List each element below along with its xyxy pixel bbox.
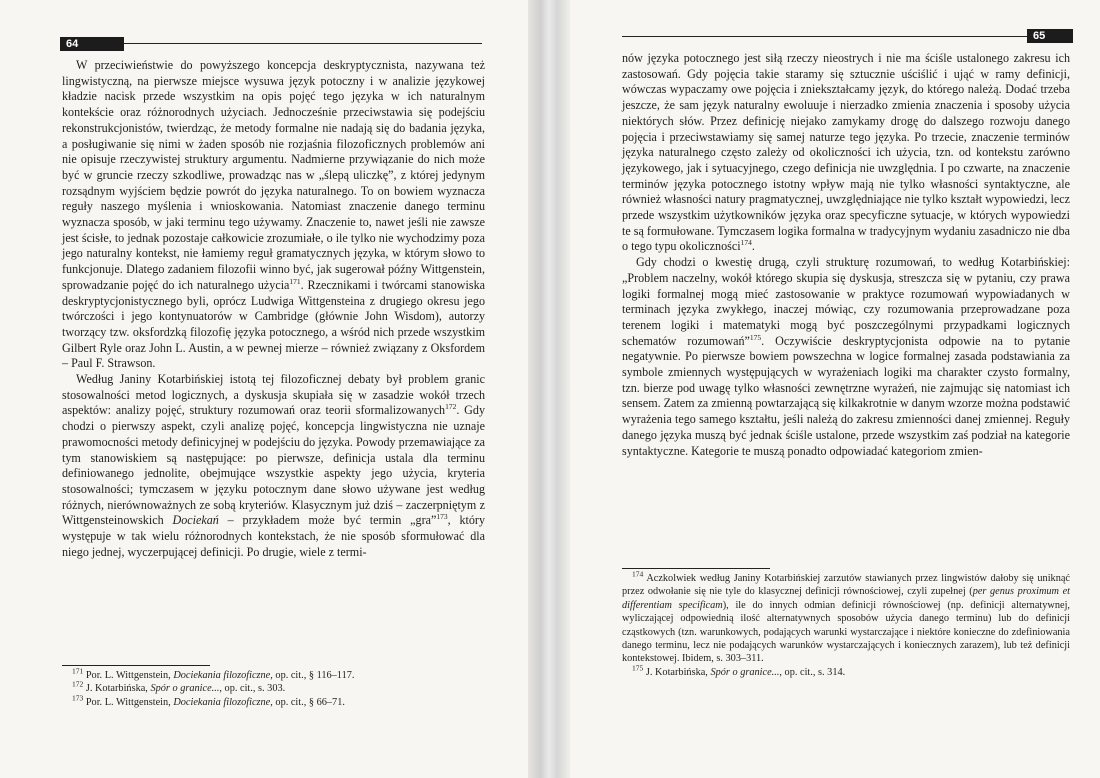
footnote-ref: 175: [632, 663, 644, 673]
footnote-ref: 174: [740, 238, 752, 248]
italic-title: Dociekań: [172, 513, 219, 528]
text-run: .: [751, 239, 755, 254]
text-run: , op. cit., s. 303.: [219, 683, 286, 695]
footnote-ref: 171: [72, 666, 84, 676]
text-run: – przykładem może być termin „gra”: [218, 513, 437, 528]
footnote: [62, 666, 485, 682]
italic-title: Dociekania filozoficzne: [173, 670, 271, 681]
paragraph: [622, 255, 1070, 459]
page-number-left: 64: [60, 37, 124, 51]
text-run: , op. cit., § 116–117.: [270, 670, 355, 681]
footnote: [62, 693, 485, 709]
footnote-ref: 173: [436, 512, 448, 522]
paragraph: [622, 51, 1070, 255]
left-body-text: [62, 58, 485, 561]
footnote-ref: 174: [632, 569, 644, 579]
page-number-right: 65: [1027, 29, 1073, 43]
paragraph: [62, 372, 485, 560]
footnote: [622, 569, 1071, 666]
text-run: , op. cit., s. 314.: [779, 666, 846, 678]
text-run: Por. L. Wittgenstein,: [83, 670, 174, 681]
italic-title: Dociekania filozoficzne: [173, 696, 271, 708]
right-footnotes: [622, 569, 1071, 679]
footnote-ref: 172: [445, 402, 457, 412]
text-run: Gdy chodzi o kwestię drugą, czyli strukturę rozumowań, to według Kotarbińskiej: „Problem naczelny, wokół którego skupia się dyskusja, streszcza się w pytaniu, czy prawa logiki formalnej mogą mieć zastosowanie w praktyce rozumowań wypowiadanych w terminach języka zwykłego, inaczej mówiąc, czy rozumowania przeprowadzane poza terenem logiki i matematyki mogą być poszczególnymi przypadkami logicznych schematów rozumowań”: [622, 255, 1070, 348]
text-run: . Rzecznikami i twórcami stanowiska deskryptycjonistycznego byli, oprócz Ludwiga Wittgensteina z drugiego okresu jego twórczości i jego kontynuatorów w Cambridge (głównie John Wisdom), autorzy tworzący tzw. oksfordzką filozofię języka potocznego, a wśród nich przede wszystkim Gilbert Ryle oraz John L. Austin, a w pewnej mierze – również związany z Oksfordem – Paul F. Strawson.: [62, 277, 485, 371]
footnote-ref: 173: [72, 693, 84, 703]
text-run: J. Kotarbińska,: [83, 683, 151, 695]
text-run: Por. L. Wittgenstein,: [83, 696, 174, 708]
text-run: Według Janiny Kotarbińskiej istotą tej filozoficznej debaty był problem granic stosowalności metod logicznych, a dyskusja skupiała się w zasadzie wokół trzech aspektów: analizy pojęć, struktury rozumowań oraz teorii sformalizowanych: [62, 372, 485, 418]
text-run: Aczkolwiek według Janiny Kotarbińskiej zarzutów stawianych przez lingwistów dałoby się uniknąć przez odwołanie się nie tyle do klasycznej definicji równościowej, czyli zupełnej (: [622, 573, 1070, 598]
left-footnotes: [62, 666, 485, 709]
paragraph: [62, 58, 485, 372]
footnote-rule-right: [622, 568, 770, 569]
left-page: [0, 0, 528, 778]
text-run: . Oczywiście deskryptycjonista odpowie na to pytanie negatywnie. Po pierwsze bowiem powszechna w logice formalnej zasada podstawiania za symbole zmiennych występujących w wyrażeniach logiki ma charakter czysto formalny, tzn. bierze pod uwagę tylko własności zewnętrzne wyrażeń, nie zajmując się natomiast ich sensem. Zatem za zmienną powtarzającą się kilkakrotnie w danym wzorze można podstawić wyrażenia tego samego kształtu, jeśli należą do zakresu zmienności danej zmiennej. Reguły danego języka muszą być jednak ściśle ustalone, przede wszystkim zaś podział na kategorie syntaktyczne. Kategorie te muszą ponadto odpowiadać kategoriom zmien-: [622, 333, 1070, 458]
text-run: ), ile do innych odmian definicji równościowej (np. definicji alternatywnej, wyliczającej odpowiednią ilość alternatywnych sposobów użycia danego terminu) lub do definicji cząstkowych (tzn. warunkowych, podających warunki wystarczające i niektóre konieczne do zdefiniowania danego terminu, lecz nie podających warunków wystarczających i koniecznych zarazem), lub też definicji kontekstowej. Ibidem, s. 303–311.: [622, 599, 1071, 665]
book-gutter: [528, 0, 570, 778]
footnote-rule-left: [62, 665, 210, 666]
text-run: , który występuje w tak wielu różnorodnych kontekstach, że nie sposób sformułować dla niego jednej, wyczerpującej definicji. Po drugie, wiele z termi-: [62, 513, 485, 559]
italic-title: per genus proximum et differentiam specificam: [622, 586, 1071, 611]
footnote-ref: 175: [749, 332, 762, 342]
footnote: [62, 679, 485, 695]
text-run: , op. cit., § 66–71.: [270, 696, 345, 708]
footnote-ref: 172: [72, 679, 84, 689]
right-body-text: [622, 51, 1070, 459]
text-run: W przeciwieństwie do powyższego koncepcja deskryptycznista, nazywana też lingwistyczną, na pierwsze miejsce wysuwa język potoczny i w analizie językowej kładzie nacisk przede wszystkim na opis pojęć tego języka w ich naturalnym kontekście oraz różnorodnych użyciach. Jednocześnie przeciwstawia się podejściu rekonstrukcjonistów, twierdząc, że metody formalne nie nadają się do badania języka, a posługiwanie się nimi w żaden sposób nie rozjaśnia filozoficznych problemów ani nie opisuje rzeczywistej struktury argumentu. Nadmierne przywiązanie do nich może być w gruncie rzeczy szkodliwe, prowadząc nas w „ślepą uliczkę”, z której jedynym rozsądnym wyjściem będzie powrót do języka naturalnego. To on bowiem wyznacza reguły naszego myślenia i wnioskowania. Natomiast znaczenie danego terminu wyznacza sposób, w jaki terminu tego używamy. Znaczenie to, nawet jeśli nie zawsze jest ścisłe, to jednak pozostaje całkowicie zrozumiałe, o ile tylko nie wychodzimy poza jego naturalny kontekst, nie łamiemy reguł gramatycznych języka, w którym słowo to funkcjonuje. Dlatego zadaniem filozofii winno być, jak sugerował późny Wittgenstein, sprowadzanie pojęć do ich naturalnego użycia: [62, 58, 485, 292]
header-rule-left: [124, 43, 482, 44]
right-page: [570, 0, 1100, 778]
italic-title: Spór o granice...: [710, 666, 780, 678]
footnote-ref: 171: [289, 276, 301, 286]
footnote: [622, 663, 1070, 679]
text-run: J. Kotarbińska,: [643, 666, 711, 678]
header-rule-right: [622, 36, 1027, 37]
text-run: . Gdy chodzi o pierwszy aspekt, czyli analizę pojęć, koncepcja lingwistyczna nie uznaje prawomocności metody definicyjnej w podejściu do języka. Powody przemawiające za tym stanowiskiem są następujące: po pierwsze, definicja ustala dla terminu definiowanego jednolite, obejmujące wszystkie aspekty jego użycia, kryteria stosowalności; tymczasem w języku potocznym dane słowo używane jest według różnych, nierównoważnych ze sobą kryteriów. Klasycznym już dziś – zaczerpniętym z Wittgensteinowskich: [62, 403, 485, 528]
italic-title: Spór o granice...: [150, 683, 220, 695]
text-run: nów języka potocznego jest siłą rzeczy nieostrych i nie ma ściśle ustalonego zakresu ich zastosowań. Gdy pojęcia takie staramy się sztucznie uściślić i ująć w ramy definicji, wówczas wypaczamy owe pojęcia i zniekształcamy język, do którego należą. Dodać trzeba jeszcze, że sam język naturalny ewoluuje i nierzadko zmienia znaczenia i sposoby użycia niektórych słów. Przez definicję niejako zamykamy drogę do dalszego rozwoju danego pojęcia i przeciwstawiamy się samej naturze tego języka. Po trzecie, znaczenie terminów języka naturalnego często zależy od okoliczności ich użycia, tzn. od kontekstu zarówno językowego, jak i sytuacyjnego, czego definicja nie uwzględnia. I po czwarte, na znaczenie terminów języka potocznego istotny wpływ mają nie tylko własności syntaktyczne, ale również własności natury pragmatycznej, uwzględniające nie tylko kształt wypowiedzi, lecz przede wszystkim użytkowników języka oraz specyficzne sytuacje, w których wypowiedzi te są formułowane. Tymczasem logika formalna w tradycyjnym wydaniu zasadniczo nie dba o tego typu okoliczności: [622, 51, 1070, 254]
